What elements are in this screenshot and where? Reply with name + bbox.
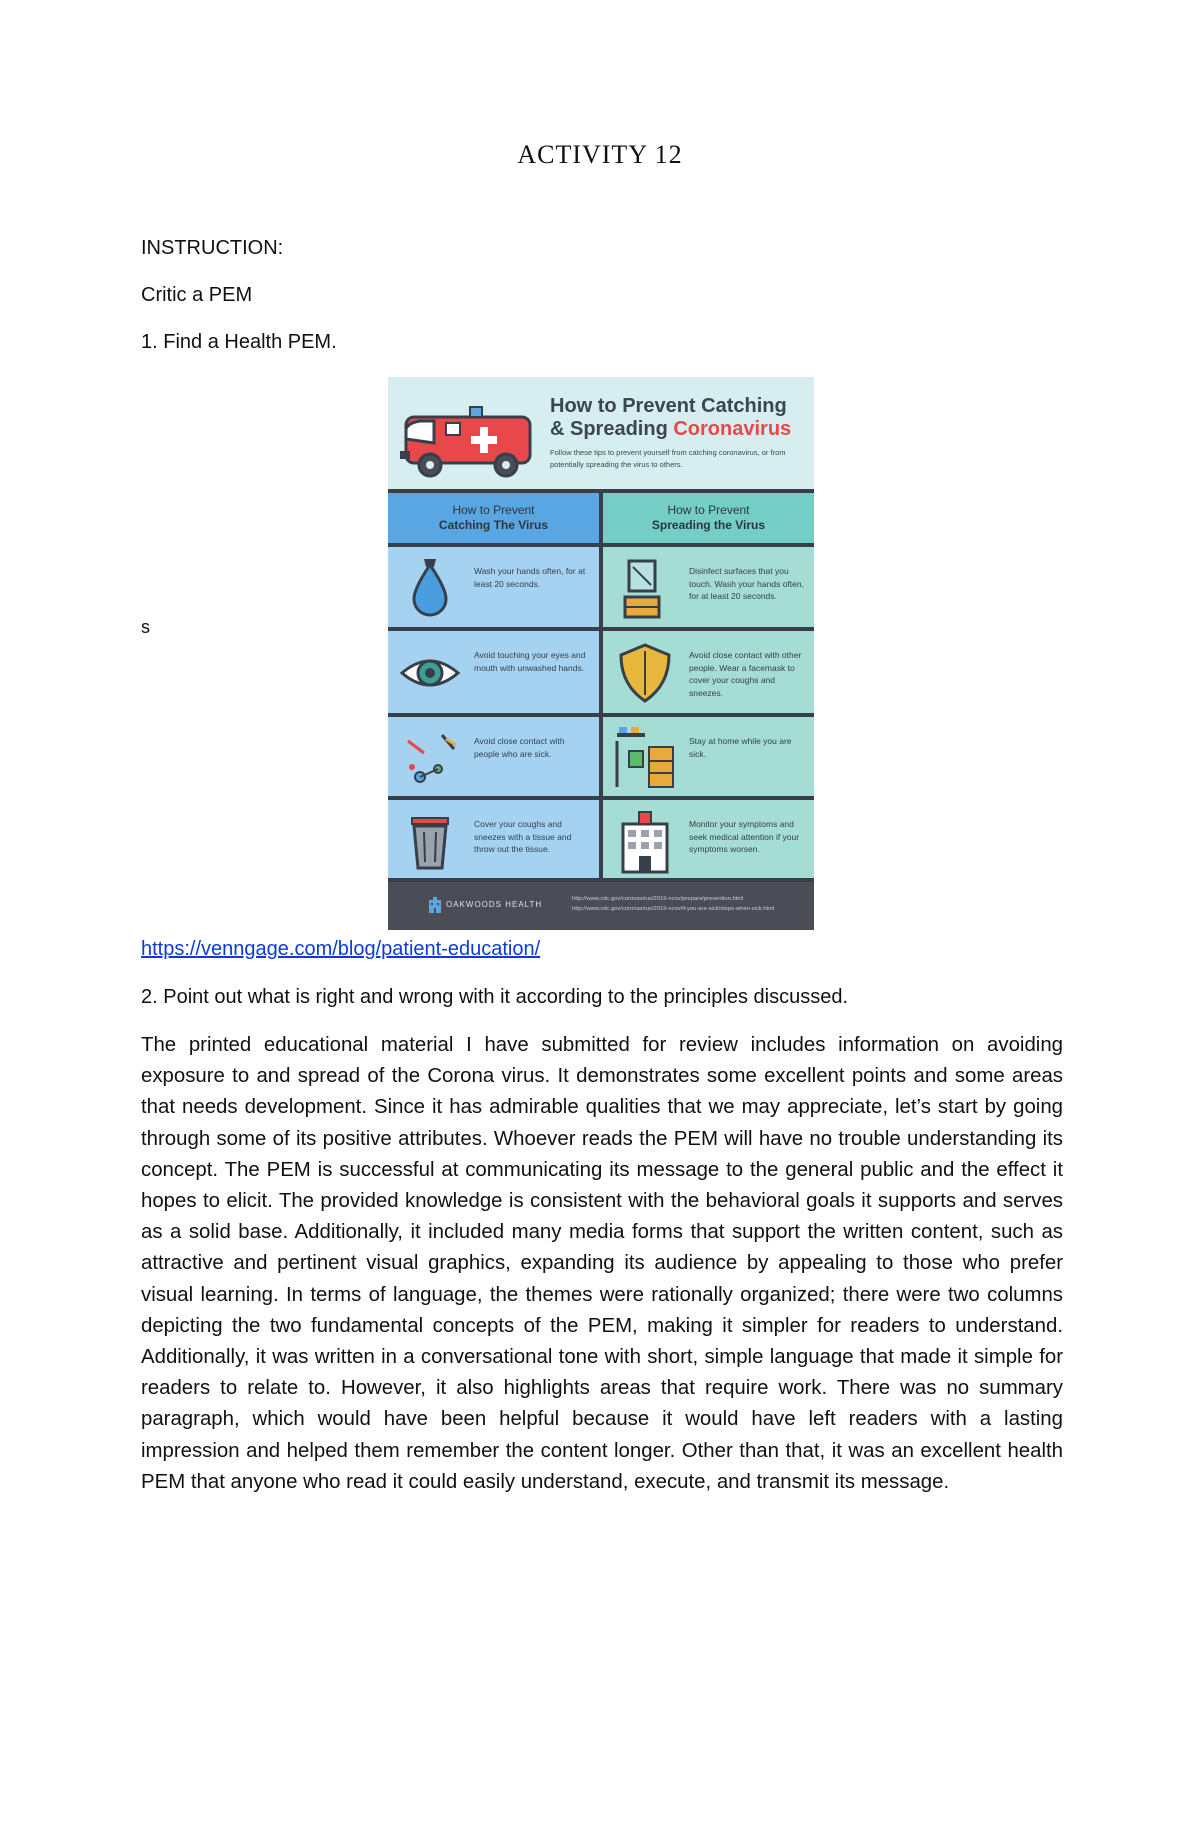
step-2: 2. Point out what is right and wrong with it according to the principles discussed.	[141, 986, 849, 1008]
tip-left-4: Cover your coughs and sneezes with a tissue and throw out the tissue.	[388, 800, 599, 878]
trash-bin-icon	[398, 810, 462, 874]
infographic-title: How to Prevent Catching & Spreading Coronavirus	[550, 395, 792, 440]
hospital-icon	[613, 810, 677, 874]
footer-sources: http://www.cdc.gov/coronavirus/2019-ncov/prepare/prevention.html http://www.cdc.gov/coronavirus/2019-ncov/if-you-are-sick/steps-when-sick.html	[572, 896, 775, 912]
column-header-spreading: How to Prevent Spreading the Virus	[603, 493, 814, 543]
stray-mark: s	[141, 617, 150, 637]
footer-brand: OAKWOODS HEALTH	[446, 900, 543, 909]
hospital-logo-icon	[428, 897, 442, 913]
infographic-header	[388, 377, 814, 489]
page-title: ACTIVITY 12	[517, 140, 683, 169]
source-link[interactable]: https://venngage.com/blog/patient-education/	[141, 938, 541, 960]
task-text: Critic a PEM	[141, 284, 253, 306]
tip-right-4: Monitor your symptoms and seek medical attention if your symptoms worsen.	[603, 800, 814, 878]
home-desk-icon	[613, 727, 677, 791]
tip-right-1: Disinfect surfaces that you touch. Wash your hands often, for at least 20 seconds.	[603, 547, 814, 627]
tip-left-1: Wash your hands often, for at least 20 seconds.	[388, 547, 599, 627]
shield-icon	[613, 641, 677, 705]
virus-icon	[398, 727, 462, 791]
pem-infographic	[388, 377, 814, 930]
instruction-label: INSTRUCTION:	[141, 237, 284, 259]
infographic-footer	[388, 882, 814, 930]
infographic-subtitle: Follow these tips to prevent yourself from catching coronavirus, or from potentially spreading the virus to others.	[550, 448, 786, 469]
step-1: 1. Find a Health PEM.	[141, 331, 337, 353]
ambulance-icon	[400, 399, 540, 479]
cleaning-icon	[613, 557, 677, 621]
tip-right-2: Avoid close contact with other people. Wear a facemask to cover your coughs and sneezes.	[603, 631, 814, 713]
tip-left-2: Avoid touching your eyes and mouth with unwashed hands.	[388, 631, 599, 713]
tip-right-3: Stay at home while you are sick.	[603, 717, 814, 796]
eye-icon	[398, 641, 462, 705]
tip-left-3: Avoid close contact with people who are sick.	[388, 717, 599, 796]
water-drop-icon	[398, 557, 462, 621]
column-header-catching: How to Prevent Catching The Virus	[388, 493, 599, 543]
critique-paragraph: The printed educational material I have submitted for review includes information on avoiding exposure to and spread of the Corona virus. It demonstrates some excellent points and some areas that needs development. Since it has admirable qualities that we may appreciate, let’s start by going through some of its positive attributes. Whoever reads the PEM will have no trouble understanding its concept. The PEM is successful at communicating its message to the general public and the effect it hopes to elicit. The provided knowledge is consistent with the behavioral goals it supports and serves as a solid base. Additionally, it included many media forms that support the written content, such as attractive and pertinent visual graphics, expanding its audience by appealing to those who prefer visual learning. In terms of language, the themes were rationally organized; there were two columns depicting the two fundamental concepts of the PEM, making it simpler for readers to understand. Additionally, it was written in a conversational tone with short, simple language that made it simple for readers to relate to. However, it also highlights areas that require work. There was no summary paragraph, which would have been helpful because it would have left readers with a lasting impression and helped them remember the content longer. Other than that, it was an excellent health PEM that anyone who read it could easily understand, execute, and transmit its message.	[141, 1034, 1063, 1493]
